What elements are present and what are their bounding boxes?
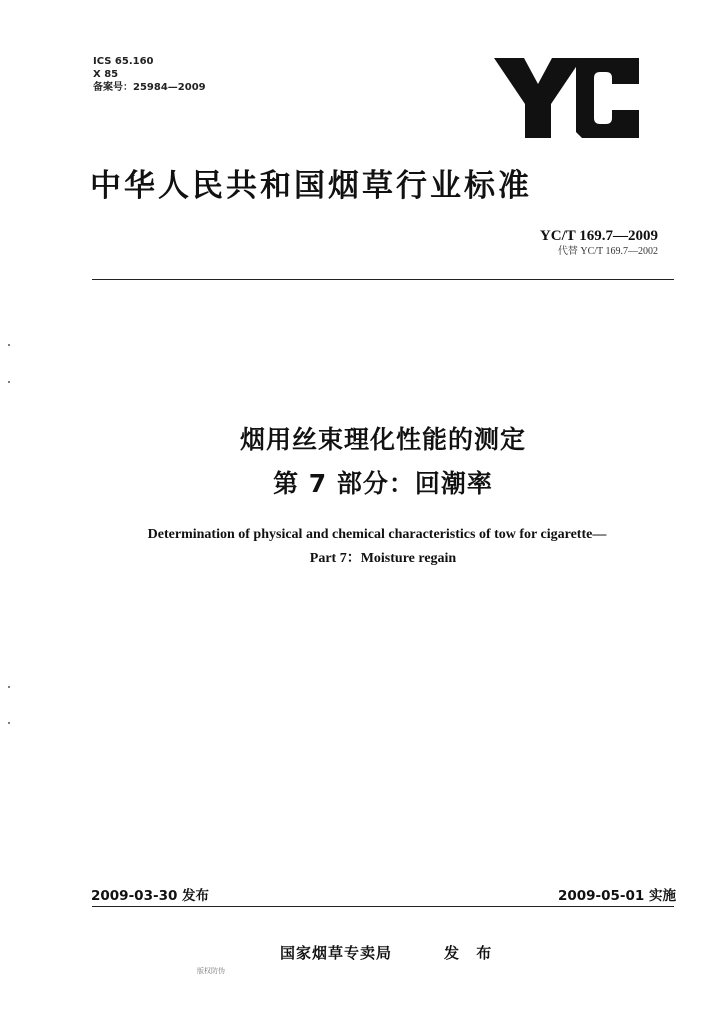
yc-logo xyxy=(494,58,639,138)
bottom-divider xyxy=(92,906,674,907)
standard-number: YC/T 169.7—2009 xyxy=(539,228,658,244)
top-divider xyxy=(92,279,674,280)
issuer-name: 国家烟草专卖局 xyxy=(280,944,393,962)
title-en-line2: Part 7：Moisture regain xyxy=(309,551,457,566)
filing-number: 备案号：25984—2009 xyxy=(93,82,206,93)
replaces-standard: 代替 YC/T 169.7—2002 xyxy=(557,246,658,257)
class-code: X 85 xyxy=(93,69,119,80)
header-meta xyxy=(93,55,206,94)
scan-speck xyxy=(8,381,10,383)
anti-counterfeit-stamp: 版权防伪 xyxy=(197,967,225,975)
scan-speck xyxy=(8,722,10,724)
title-cn-line1: 烟用丝束理化性能的测定 xyxy=(239,425,526,454)
scan-speck xyxy=(8,686,10,688)
title-cn-line2: 第 7 部分：回潮率 xyxy=(273,469,493,498)
implementation-date: 2009-05-01 实施 xyxy=(557,888,676,904)
issuer-action: 发 布 xyxy=(444,944,498,962)
org-title: 中华人民共和国烟草行业标准 xyxy=(90,168,532,204)
issue-date: 2009-03-30 发布 xyxy=(91,888,210,904)
title-en-line1: Determination of physical and chemical characteristics of tow for cigarette— xyxy=(147,527,607,542)
scan-speck xyxy=(8,344,10,346)
standard-block xyxy=(540,228,658,258)
ics-code: ICS 65.160 xyxy=(93,56,154,67)
